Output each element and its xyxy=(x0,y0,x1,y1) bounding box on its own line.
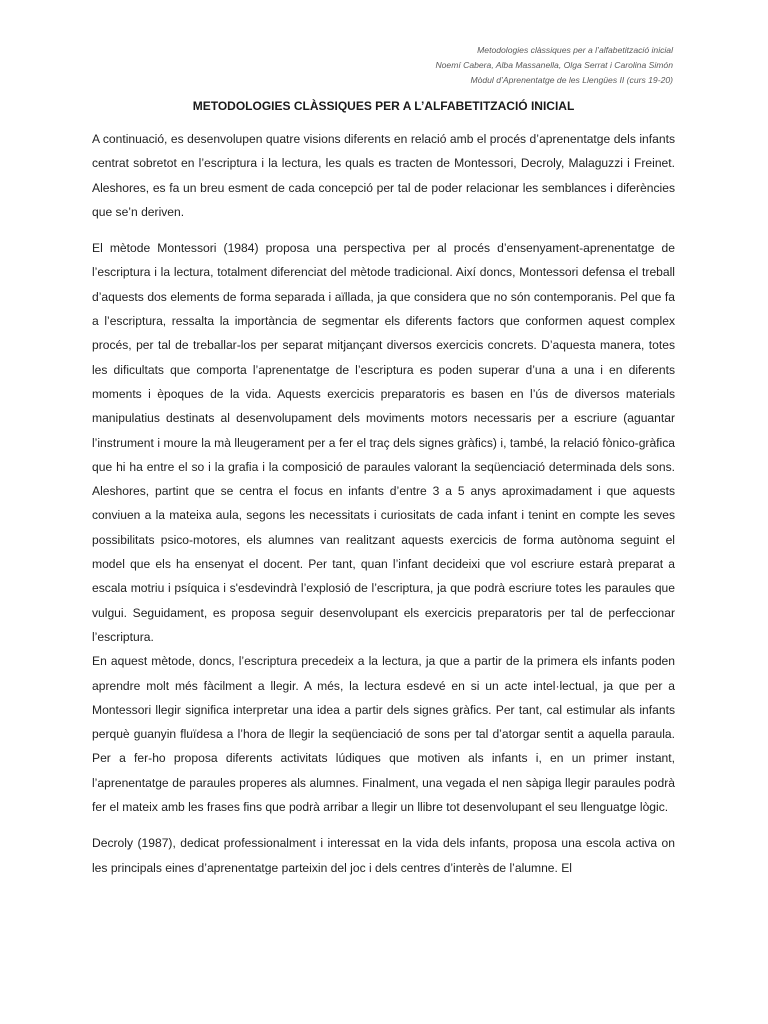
paragraph-introduction: A continuació, es desenvolupen quatre visions diferents en relació amb el procés d’aprenentatge dels infants centrat sobretot en l’escriptura i la lectura, les quals es tracten de Montessori, Decroly, Malaguzzi i Freinet. Aleshores, es fa un breu esment de cada concepció per tal de poder relacionar les semblances i diferències que se’n deriven. xyxy=(92,132,675,219)
paragraph-montessori-writing: El mètode Montessori (1984) proposa una perspectiva per al procés d’ensenyament-aprenentatge de l’escriptura i la lectura, totalment diferenciat del mètode tradicional. Així doncs, Montessori defensa el treball d’aquests dos elements de forma separada i aïllada, ja que considera que no són contemporanis. Pel que fa a l’escriptura, ressalta la importància de segmentar els diferents factors que conformen aquest complex procés, per tal de treballar-los per separat mitjançant diversos exercicis concrets. D’aquesta manera, totes les dificultats que comporta l’aprenentatge de l’escriptura es poden superar d’una a una i en diferents moments i èpoques de la vida. Aquests exercicis preparatoris es basen en l’ús de diversos materials manipulatius destinats al desenvolupament dels moviments motors necessaris per a escriure (aguantar l’instrument i moure la mà lleugerament per a fer el traç dels signes gràfics) i, també, la relació fònico-gràfica que hi ha entre el so i la grafia i la composició de paraules valorant la seqüenciació determinada dels sons. Aleshores, partint que se centra el focus en infants d’entre 3 a 5 anys aproximadament i que aquests conviuen a la mateixa aula, segons les necessitats i curiositats de cada infant i tenint en compte les seves possibilitats psico-motores, els alumnes van realitzant aquests exercicis de forma autònoma seguint el model que els ha ensenyat el docent. Per tant, quan l’infant decideixi que vol escriure estarà preparat a escala motriu i psíquica i s'esdevindrà l’explosió de l’escriptura, ja que podrà escriure totes les paraules que vulgui. Seguidament, es proposa seguir desenvolupant els exercicis preparatoris per tal de perfeccionar l’escriptura. xyxy=(92,241,675,644)
paragraph-decroly: Decroly (1987), dedicat professionalment i interessat en la vida dels infants, proposa una escola activa on les principals eines d’aprenentatge parteixin del joc i dels centres d’interès de l’alumne. El xyxy=(92,836,675,875)
document-title: METODOLOGIES CLÀSSIQUES PER A L’ALFABETITZACIÓ INICIAL xyxy=(192,99,575,113)
document-body xyxy=(92,127,675,880)
header-course: Mòdul d’Aprenentatge de les Llengües II (curs 19-20) xyxy=(470,75,673,85)
header-document-title: Metodologies clàssiques per a l’alfabetització inicial xyxy=(477,45,673,55)
header-authors: Noemí Cabera, Alba Massanella, Olga Serrat i Carolina Simón xyxy=(435,60,673,70)
running-header xyxy=(435,43,673,88)
paragraph-montessori-reading: En aquest mètode, doncs, l’escriptura precedeix a la lectura, ja que a partir de la primera els infants poden aprendre molt més fàcilment a llegir. A més, la lectura esdevé en si un acte intel·lectual, ja que per a Montessori llegir significa interpretar una idea a partir dels signes gràfics. Per tant, cal estimular als infants perquè guanyin fluïdesa a l’hora de llegir la seqüenciació de sons per tal d’atorgar sentit a aquella paraula. Per a fer-ho proposa diferents activitats lúdiques que motiven als infants i, en un primer instant, l’aprenentatge de paraules properes als alumnes. Finalment, una vegada el nen sàpiga llegir paraules podrà fer el mateix amb les frases fins que podrà arribar a llegir un llibre tot desenvolupant el seu llenguatge lògic. xyxy=(92,654,675,815)
